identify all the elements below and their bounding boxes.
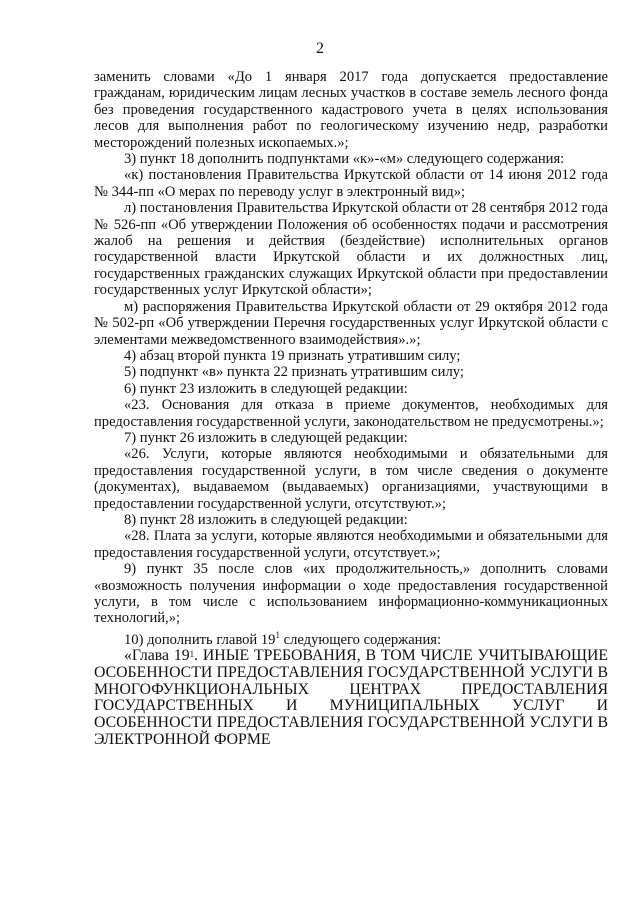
paragraph-item-9: 9) пункт 35 после слов «их продолжительность,» дополнить словами «возможность получения информации о ходе предоставления государственной услуги, в том числе с использованием информационно-коммуникационных технологий,»;: [94, 561, 608, 627]
item-10-suffix: следующего содержания:: [279, 631, 442, 648]
chapter-heading: [94, 648, 608, 749]
paragraph-subitem-l: л) постановления Правительства Иркутской области от 28 сентября 2012 года № 526-пп «Об утверждении Положения об особенностях подачи и рассмотрения жалоб на решения и действия (бездействие) исполнительных органов государственной власти Иркутской области и их должностных лиц, государственных гражданских служащих Иркутской области при предоставлении государственных услуг Иркутской области»;: [94, 200, 608, 299]
paragraph-item-8: 8) пункт 28 изложить в следующей редакции:: [124, 511, 408, 528]
paragraph-item-3: 3) пункт 18 дополнить подпунктами «к»-«м» следующего содержания:: [124, 151, 565, 168]
paragraph-clause-26: «26. Услуги, которые являются необходимыми и обязательными для предоставления государственной услуги, в том числе сведения о документе (документах), выдаваемом (выдаваемых) организациями, участвующими в предоставлении государственной услуги, отсутствуют.»;: [94, 446, 608, 512]
chapter-heading-prefix: «Глава 19: [124, 647, 190, 665]
paragraph-subitem-m: м) распоряжения Правительства Иркутской области от 29 октября 2012 года № 502-рп «Об утверждении Перечня государственных услуг Иркутской области с элементами межведомственного взаимодействия».»;: [94, 298, 608, 348]
paragraph-item-5: 5) подпункт «в» пункта 22 признать утратившим силу;: [124, 364, 464, 381]
item-10-superscript: 1: [275, 629, 280, 640]
paragraph-subitem-k: «к) постановления Правительства Иркутской области от 14 июня 2012 года № 344-пп «О мерах по переводу услуг в электронный вид»;: [94, 167, 608, 200]
paragraph-clause-28: «28. Плата за услуги, которые являются необходимыми и обязательными для предоставления государственной услуги, отсутствует.»;: [94, 528, 608, 561]
item-10-text: 10) дополнить главой 19: [124, 631, 276, 648]
page-number: 2: [316, 40, 324, 57]
chapter-heading-superscript: 1: [189, 649, 195, 660]
paragraph-item-7: 7) пункт 26 изложить в следующей редакции:: [124, 429, 408, 446]
paragraph-item-4: 4) абзац второй пункта 19 признать утратившим силу;: [124, 347, 461, 364]
paragraph-item-6: 6) пункт 23 изложить в следующей редакции:: [124, 380, 408, 397]
document-body: [94, 69, 608, 749]
chapter-heading-text: . ИНЫЕ ТРЕБОВАНИЯ, В ТОМ ЧИСЛЕ УЧИТЫВАЮЩИЕ ОСОБЕННОСТИ ПРЕДОСТАВЛЕНИЯ ГОСУДАРСТВЕННОЙ УСЛУГИ В МНОГОФУНКЦИОНАЛЬНЫХ ЦЕНТРАХ ПРЕДОСТАВЛЕНИЯ ГОСУДАРСТВЕННЫХ И МУНИЦИПАЛЬНЫХ УСЛУГ И ОСОБЕННОСТИ ПРЕДОСТАВЛЕНИЯ ГОСУДАРСТВЕННОЙ УСЛУГИ В ЭЛЕКТРОННОЙ ФОРМЕ: [94, 647, 609, 749]
paragraph-continuation: заменить словами «До 1 января 2017 года допускается предоставление гражданам, юридическим лицам лесных участков в составе земель лесного фонда без проведения государственного кадастрового учета в целях использования лесов для выполнения работ по геологическому изучению недр, разработки месторождений полезных ископаемых.»;: [94, 69, 608, 151]
paragraph-clause-23: «23. Основания для отказа в приеме документов, необходимых для предоставления государственной услуги, законодательством не предусмотрены.»;: [94, 397, 608, 430]
paragraph-item-10: [94, 627, 608, 648]
